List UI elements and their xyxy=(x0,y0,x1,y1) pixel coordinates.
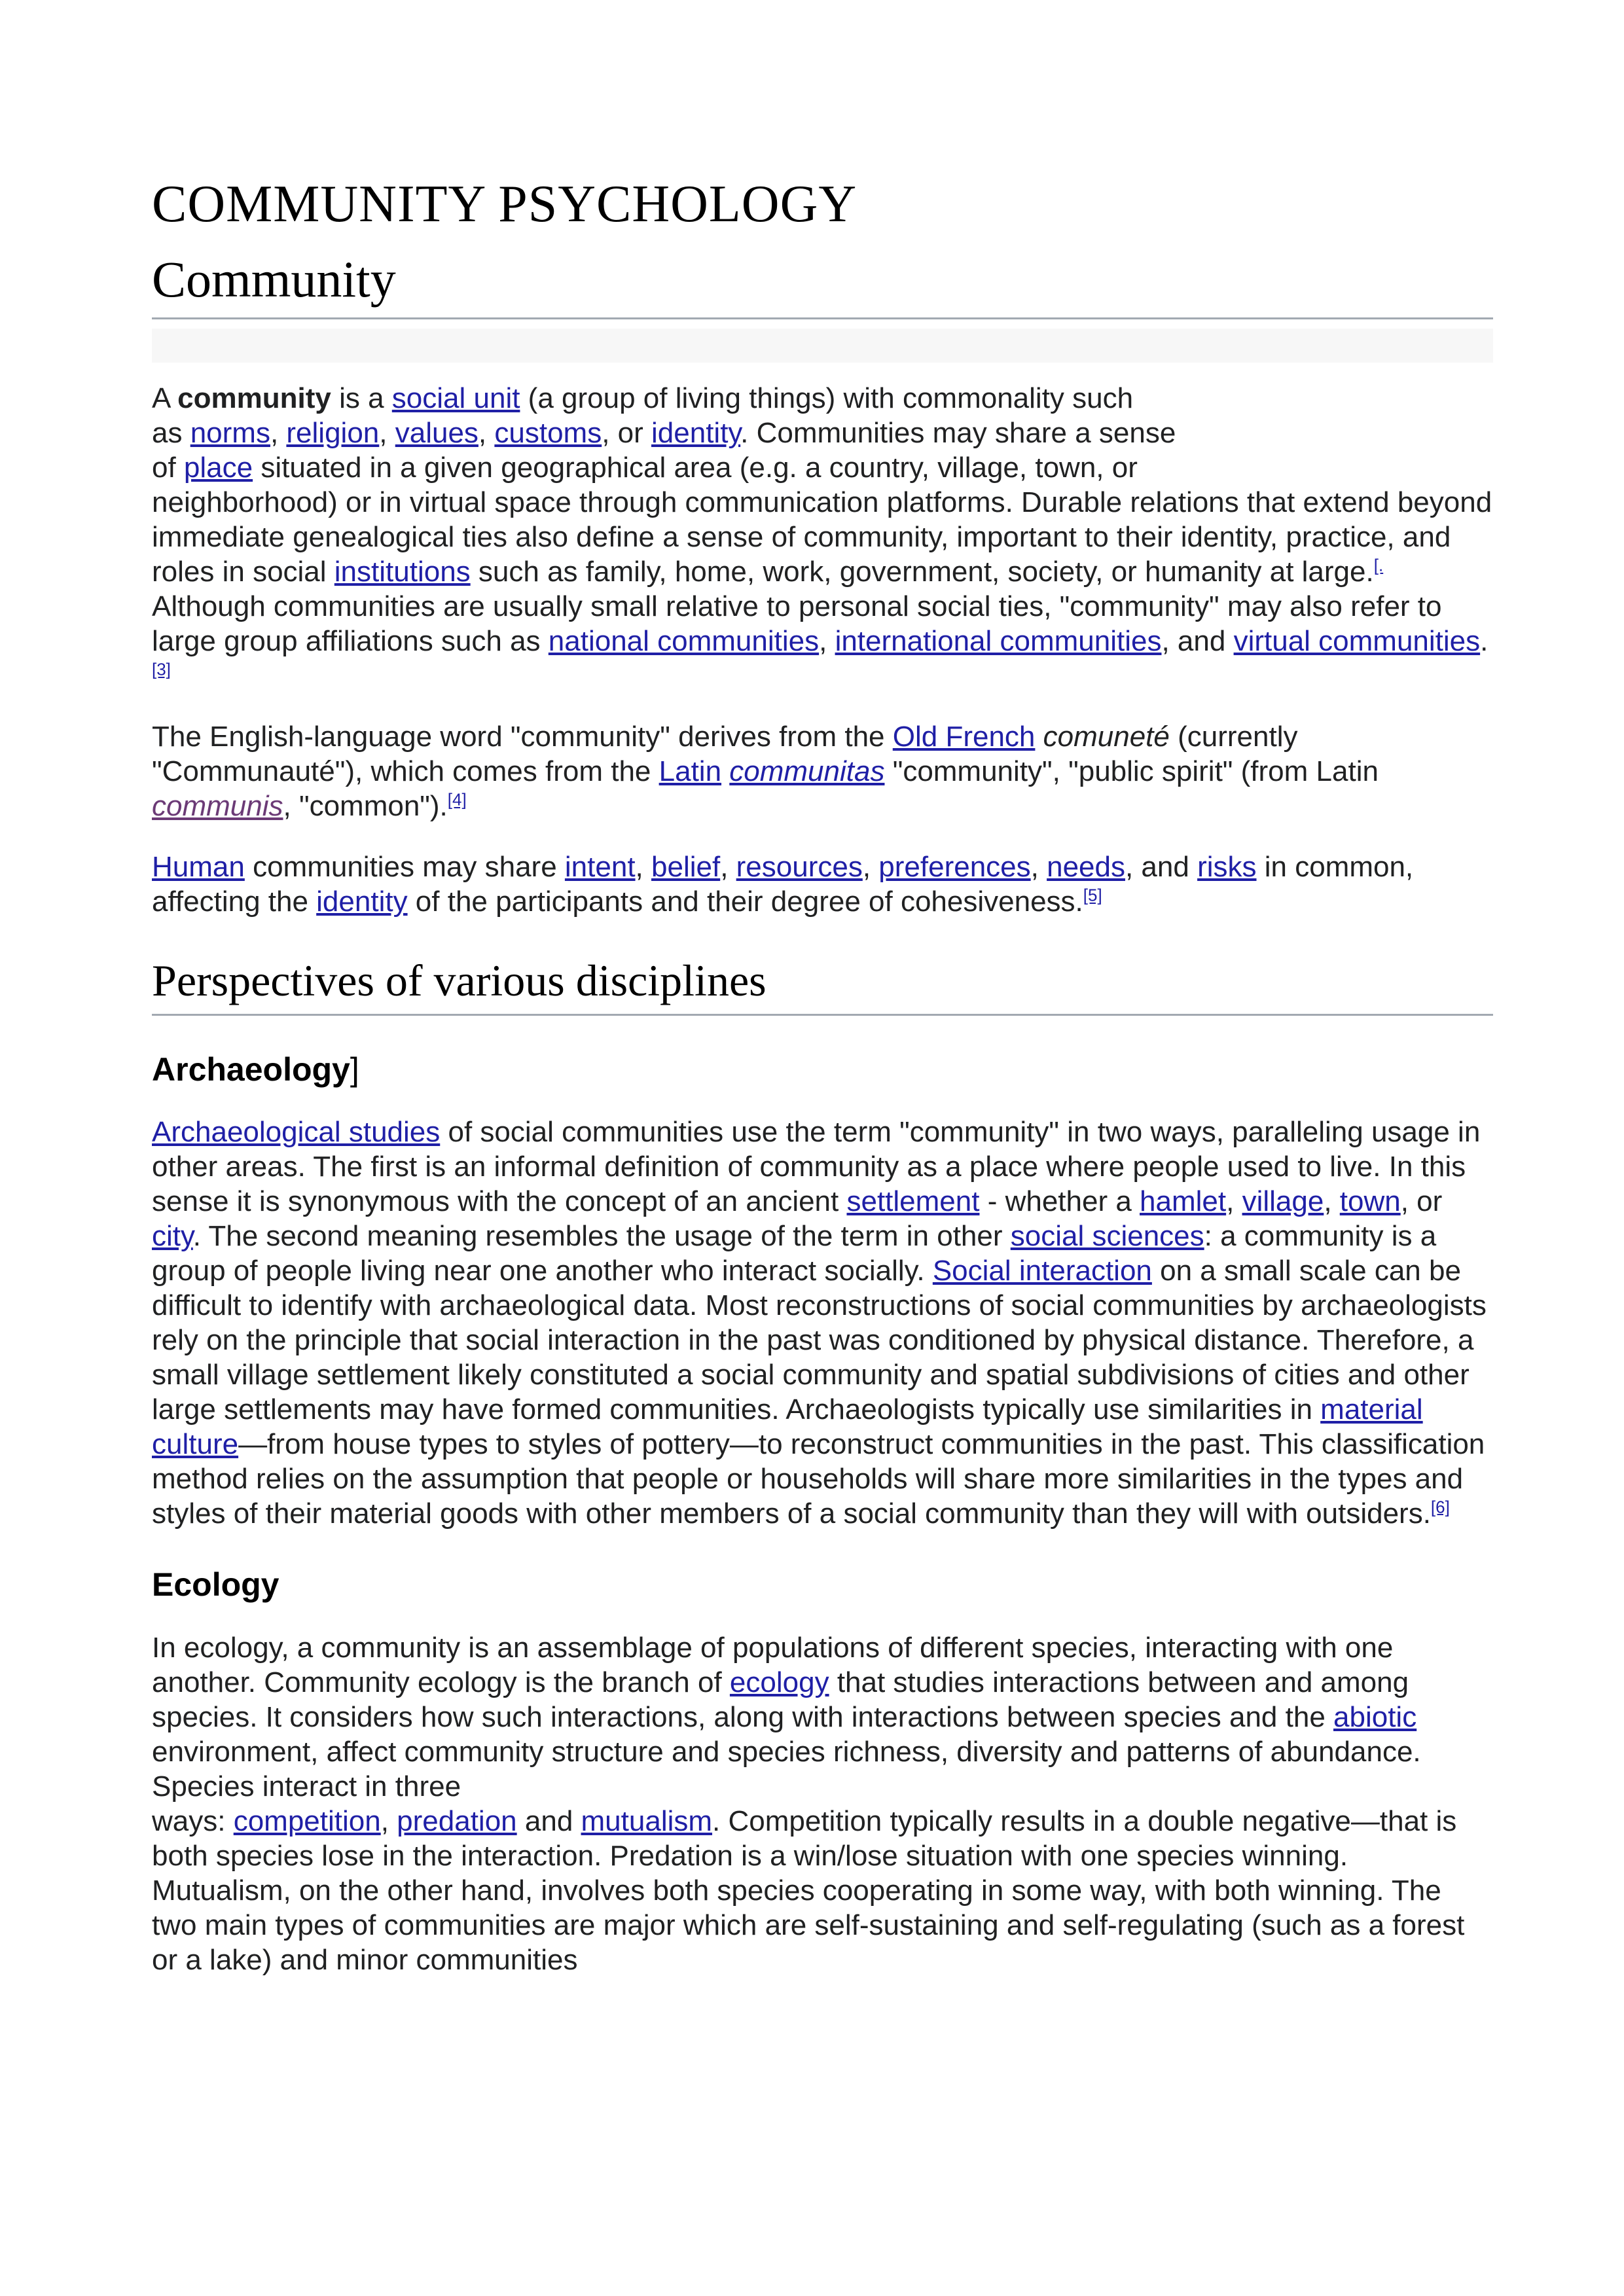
text-run: - whether a xyxy=(979,1185,1140,1218)
article-title: Community xyxy=(152,251,1493,320)
text-run: , xyxy=(478,417,495,450)
text-run: . Communities may share a sense xyxy=(740,417,1176,450)
paragraph-archaeology xyxy=(152,1115,1493,1531)
text-run: In ecology, a community is an assemblage of populations of different species, interacting with one another. Community ecology is the branch of xyxy=(152,1631,1394,1698)
inline-link[interactable]: competition xyxy=(233,1804,381,1837)
text-run: situated in a given geographical area (e.g. a country, village, town, or xyxy=(253,452,1138,484)
text-run: , or xyxy=(1400,1185,1443,1218)
text-run: of the participants and their degree of cohesiveness. xyxy=(407,886,1083,918)
inline-link[interactable]: resources xyxy=(736,851,863,884)
inline-link[interactable]: town xyxy=(1339,1185,1401,1218)
reference-sup xyxy=(1374,556,1383,575)
text-run: comuneté xyxy=(1043,721,1170,753)
reference-sup xyxy=(1431,1497,1450,1516)
text-run: that studies interactions between and among species. It considers how such interactions, along with interactions between species and the xyxy=(152,1666,1409,1733)
text-run: of xyxy=(152,452,184,484)
inline-link[interactable]: Old French xyxy=(892,721,1036,753)
text-run: , or xyxy=(602,417,651,450)
text-run: A xyxy=(152,382,178,415)
inline-link[interactable]: needs xyxy=(1047,851,1125,884)
inline-link[interactable]: settlement xyxy=(846,1185,980,1218)
article-supertitle: COMMUNITY PSYCHOLOGY xyxy=(152,175,857,233)
inline-link[interactable]: virtual communities xyxy=(1233,625,1481,658)
inline-link[interactable]: values xyxy=(395,417,478,450)
text-run: , and xyxy=(1125,851,1198,884)
inline-link[interactable]: institutions xyxy=(334,556,471,588)
inline-link[interactable]: belief xyxy=(651,851,721,884)
text-run: —from house types to styles of pottery—to reconstruct communities in the past. This classification method relies on the assumption that people or households will share more similarities in the types and styles of their material goods with other members of a social community than they will with outsiders. xyxy=(152,1428,1485,1530)
text-run: is a xyxy=(331,382,392,415)
text-run: , xyxy=(720,851,736,884)
inline-link[interactable]: international communities xyxy=(835,625,1162,658)
section-heading-perspectives: Perspectives of various disciplines xyxy=(152,956,1493,1015)
inline-link[interactable]: mutualism xyxy=(581,1804,713,1837)
text-run: : a community is a group of people living near one another who interact socially. xyxy=(152,1220,1437,1287)
inline-link[interactable]: Human xyxy=(152,851,245,884)
inline-link[interactable]: preferences xyxy=(878,851,1031,884)
inline-link[interactable]: material culture xyxy=(152,1393,1423,1461)
text-run: on a small scale can be difficult to identify with archaeological data. Most reconstructions of social communities by archaeologists rely on the principle that social interaction in the past was conditioned by physical distance. Therefore, a small village settlement likely constituted a social community and spatial subdivisions of cities and other large settlements may have formed communities. Archaeologists typically use similarities in xyxy=(152,1255,1487,1426)
text-run: , xyxy=(635,851,651,884)
reference-link[interactable]: [. xyxy=(1373,555,1384,575)
inline-link[interactable]: religion xyxy=(286,417,380,450)
text-run: , xyxy=(819,625,835,658)
text-run: and xyxy=(516,1804,581,1837)
inline-link[interactable]: identity xyxy=(316,886,408,918)
reference-link[interactable]: [3] xyxy=(152,659,171,679)
reference-sup xyxy=(448,790,467,810)
inline-link[interactable]: social sciences xyxy=(1010,1220,1204,1253)
text-run xyxy=(721,755,729,787)
text-run: , xyxy=(1324,1185,1340,1218)
text-run: , "common"). xyxy=(283,790,448,823)
text-run: , xyxy=(1030,851,1047,884)
inline-link[interactable]: intent xyxy=(564,851,636,884)
inline-link[interactable]: norms xyxy=(190,417,270,450)
text-run: "community", "public spirit" (from Latin xyxy=(884,755,1379,788)
text-run: community xyxy=(177,382,331,415)
inline-link[interactable]: communis xyxy=(152,790,283,823)
text-run: environment, affect community structure and species richness, diversity and patterns of abundance. Species interact in three xyxy=(152,1735,1421,1803)
text-run: of social communities use the term "community" in two ways, paralleling usage in other areas. The first is an informal definition of community as a place where people used to live. In this sense it is synonymous with the concept of an ancient xyxy=(152,1116,1481,1218)
reference-link[interactable]: [6] xyxy=(1430,1497,1450,1517)
paragraph-intro xyxy=(152,381,1493,693)
inline-link[interactable]: risks xyxy=(1197,851,1257,884)
paragraph-etymology xyxy=(152,719,1493,823)
inline-link[interactable]: ecology xyxy=(729,1666,829,1698)
inline-link[interactable]: village xyxy=(1242,1185,1324,1218)
text-run: (currently "Communauté"), which comes from the xyxy=(152,721,1298,788)
text-run: communities may share xyxy=(244,851,565,884)
subsection-heading-ecology: Ecology xyxy=(152,1566,280,1604)
inline-link[interactable]: abiotic xyxy=(1333,1700,1417,1733)
text-run: , xyxy=(379,417,395,450)
paragraph-human-communities xyxy=(152,850,1493,919)
inline-link[interactable]: Latin xyxy=(659,755,722,788)
inline-link[interactable]: place xyxy=(183,452,253,484)
text-run: , xyxy=(270,417,287,450)
inline-link[interactable]: city xyxy=(152,1220,193,1253)
subsection-heading-archaeology xyxy=(152,1051,1493,1089)
text-run: , xyxy=(862,851,879,884)
paragraph-ecology xyxy=(152,1630,1493,1977)
text-run: , xyxy=(1226,1185,1242,1218)
text-run: . xyxy=(1480,625,1489,658)
inline-link[interactable]: hamlet xyxy=(1140,1185,1227,1218)
reference-sup xyxy=(1083,886,1102,905)
reference-link[interactable]: [5] xyxy=(1083,885,1102,905)
text-run: The English-language word "community" derives from the xyxy=(152,721,893,753)
text-run: , xyxy=(380,1804,397,1837)
empty-table-placeholder xyxy=(152,329,1493,363)
inline-link[interactable]: Social interaction xyxy=(932,1255,1152,1287)
reference-sup xyxy=(152,660,171,679)
text-run: Although communities are usually small relative to personal social ties, "community" may also refer to large group affiliations such as xyxy=(152,590,1442,658)
text-run: neighborhood) or in virtual space through communication platforms. Durable relations that extend beyond immediate genealogical ties also define a sense of community, important to their identity, practice, and roles in social xyxy=(152,486,1492,588)
text-run: . Competition typically results in a double negative—that is both species lose in the interaction. Predation is a win/lose situation with one species winning. Mutualism, on the other hand, involves both species cooperating in some way, with both winning. The two main types of communities are major which are self-sustaining and self-regulating (such as a forest or a lake) and minor communities xyxy=(152,1804,1465,1976)
inline-link[interactable]: customs xyxy=(494,417,602,450)
text-run: Archaeology xyxy=(152,1050,350,1088)
inline-link[interactable]: national communities xyxy=(548,625,820,658)
inline-link[interactable]: predation xyxy=(397,1804,517,1837)
inline-link[interactable]: identity xyxy=(651,417,741,450)
text-run: . The second meaning resembles the usage of the term in other xyxy=(192,1220,1011,1253)
text-run: (a group of living things) with commonality such xyxy=(520,382,1134,415)
text-run: such as family, home, work, government, society, or humanity at large. xyxy=(470,556,1374,588)
inline-link[interactable]: social unit xyxy=(391,382,520,415)
text-run: as xyxy=(152,417,190,450)
text-run: , and xyxy=(1161,625,1234,658)
text-run: ] xyxy=(350,1050,359,1088)
text-run: ways: xyxy=(152,1804,234,1837)
reference-link[interactable]: [4] xyxy=(447,789,467,810)
inline-link[interactable]: communitas xyxy=(729,755,885,788)
text-run: in common, affecting the xyxy=(152,851,1414,918)
inline-link[interactable]: Archaeological studies xyxy=(152,1116,441,1149)
text-run xyxy=(1035,721,1043,753)
